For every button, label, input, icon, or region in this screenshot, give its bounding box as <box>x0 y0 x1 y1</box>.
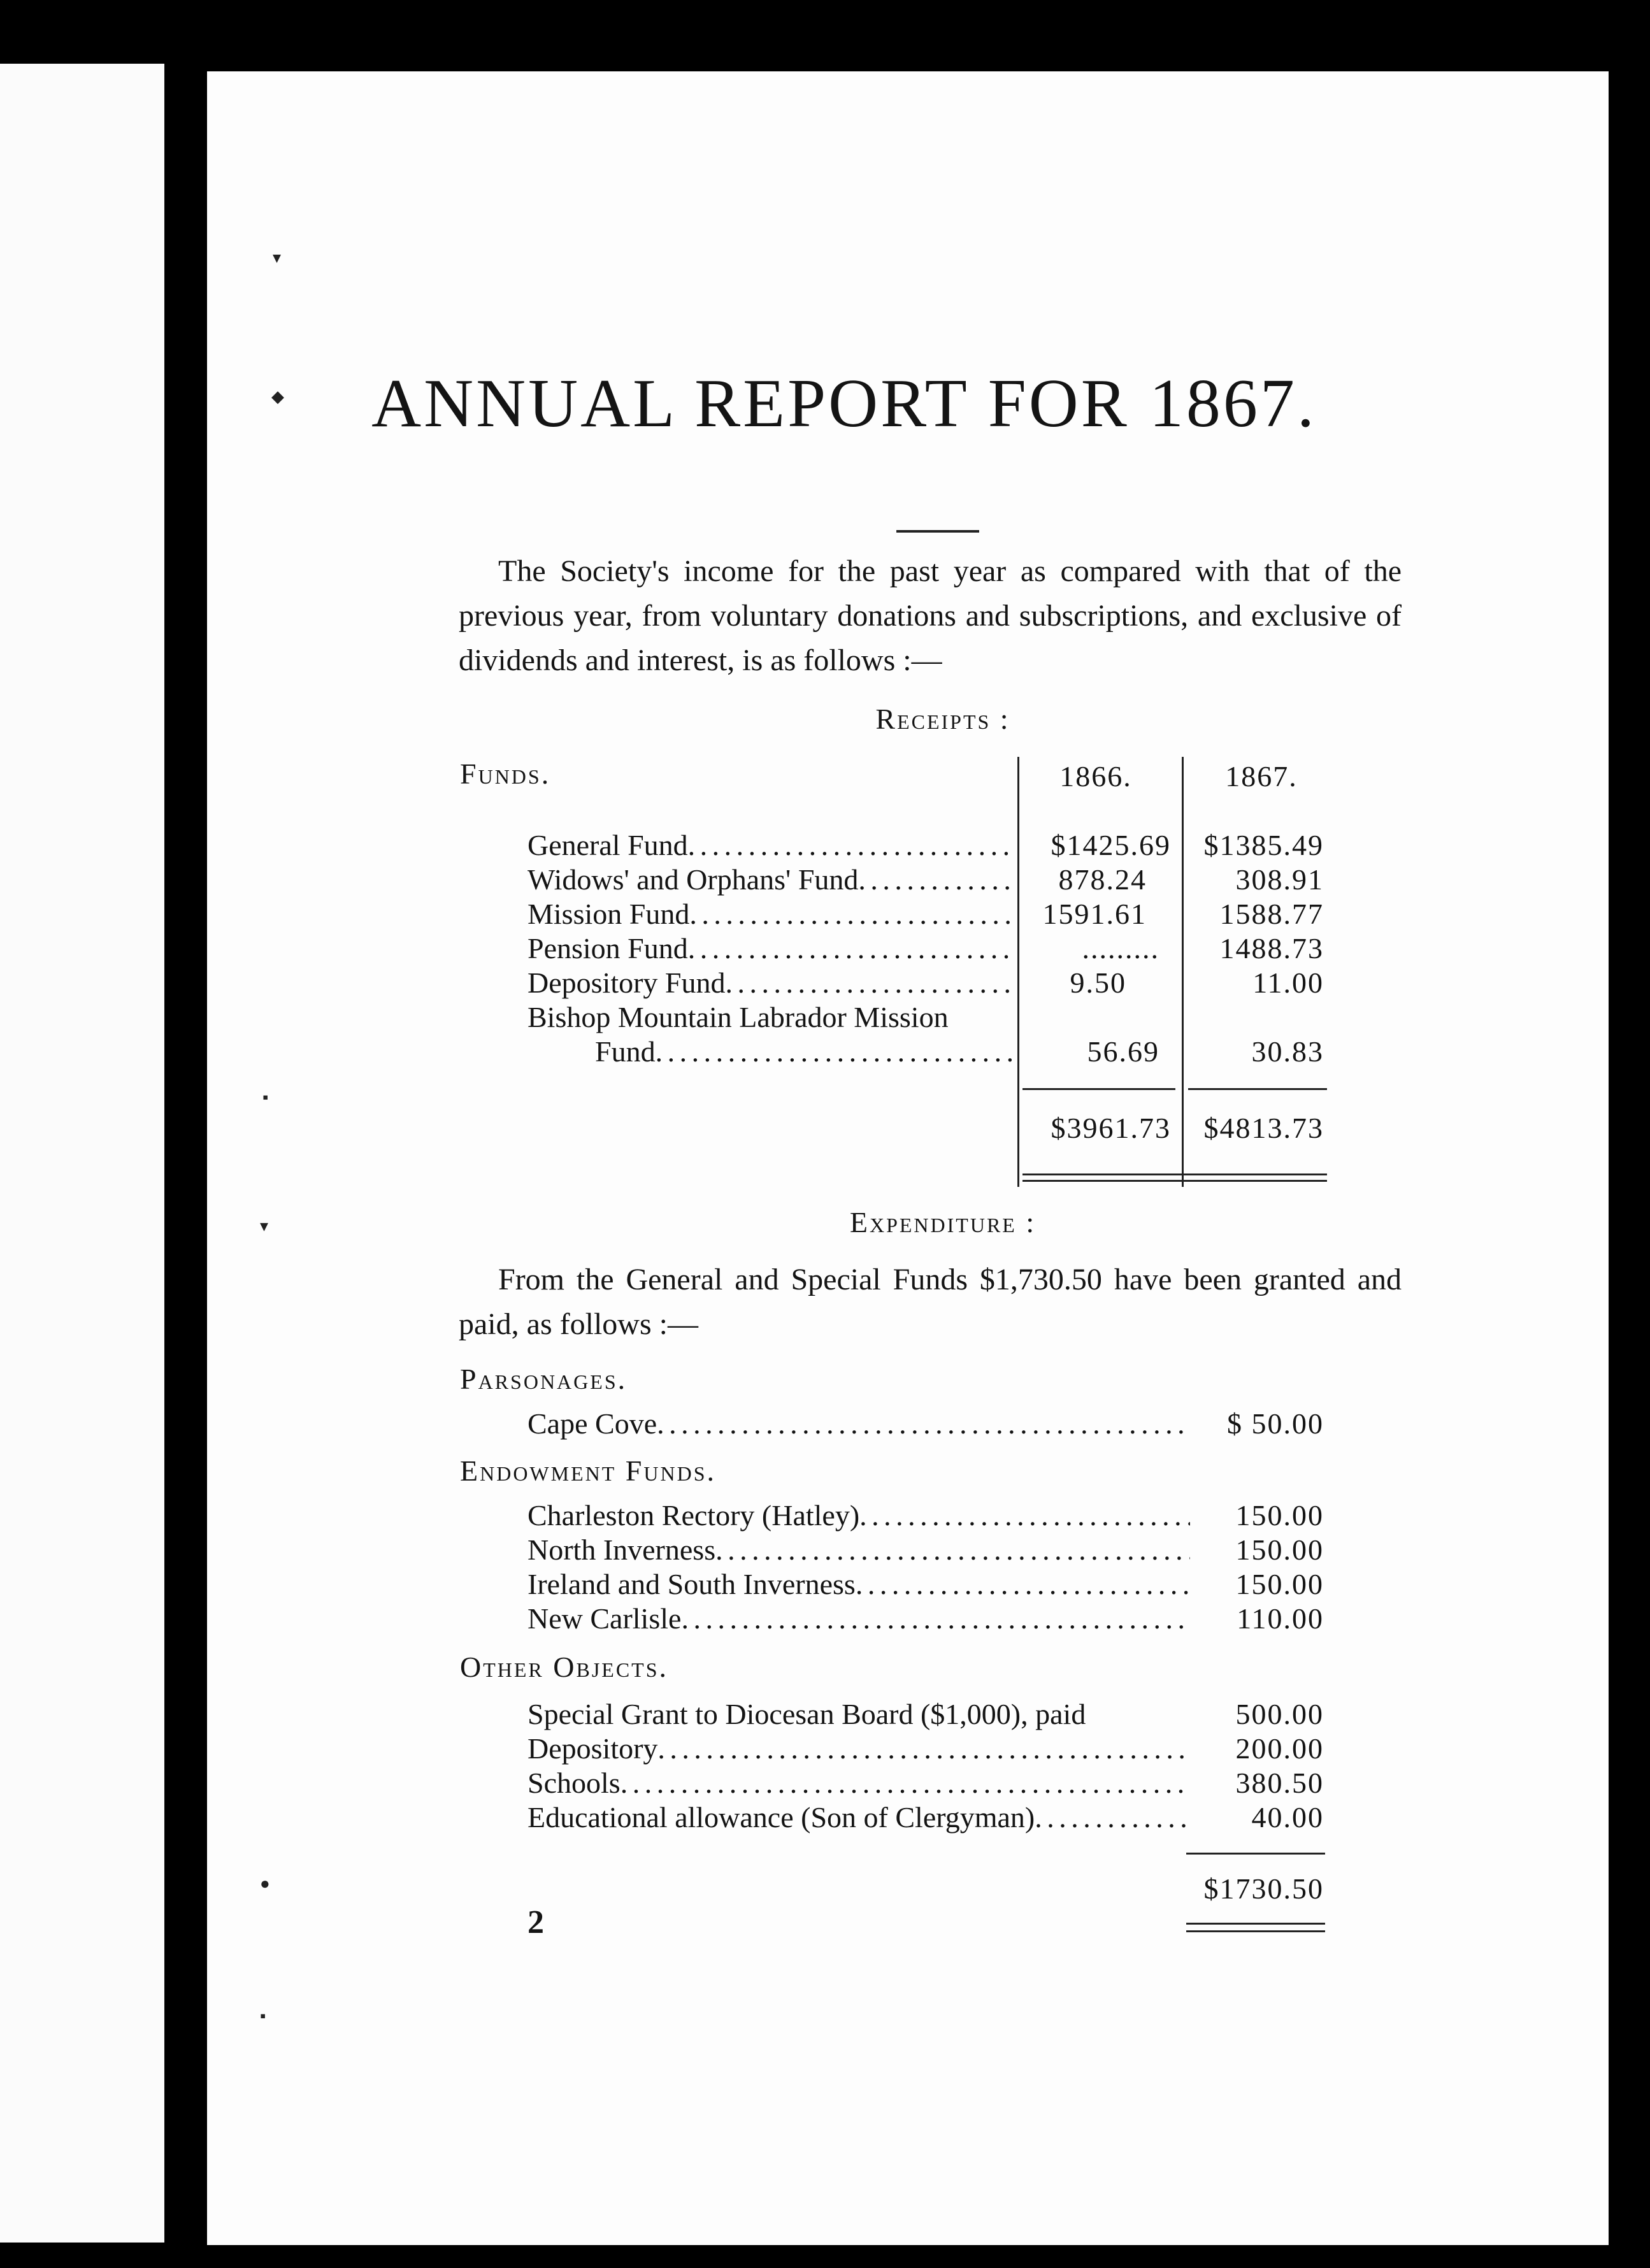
expenditure-label: Charleston Rectory (Hatley) <box>527 1499 860 1532</box>
receipt-value-1867: 30.83 <box>1251 1035 1324 1068</box>
binding-hole-mark: ● <box>260 1874 270 1893</box>
expenditure-intro <box>459 1258 1402 1347</box>
column-divider <box>1182 757 1184 1187</box>
expenditure-amount: $ 50.00 <box>1227 1407 1324 1440</box>
leader-dots <box>856 1567 1190 1601</box>
receipt-row-label <box>527 931 1013 965</box>
expenditure-label: Ireland and South Inverness <box>527 1568 856 1600</box>
section-heading-endowment: Endowment Funds. <box>460 1454 716 1487</box>
leader-dots <box>657 1407 1190 1440</box>
receipt-value-1867: 11.00 <box>1252 966 1324 999</box>
subtotal-rule <box>1188 1088 1327 1090</box>
expenditure-total: $1730.50 <box>1203 1872 1324 1905</box>
binding-hole-mark: ◆ <box>271 387 284 406</box>
receipt-row-label <box>527 828 1013 862</box>
expenditure-label: North Inverness <box>527 1533 716 1566</box>
receipt-value-1866: 9.50 <box>1070 966 1126 999</box>
receipt-label: Widows' and Orphans' Fund <box>527 863 859 896</box>
expenditure-label: Special Grant to Diocesan Board ($1,000), paid <box>527 1698 1086 1730</box>
expenditure-label: New Carlisle <box>527 1602 682 1635</box>
total-double-rule <box>1022 1180 1327 1182</box>
binding-hole-mark: ▪ <box>260 2007 266 2025</box>
expenditure-label: Depository <box>527 1732 658 1765</box>
receipt-value-1866: ......... <box>1082 932 1159 965</box>
receipts-total-1866: $3961.73 <box>1051 1112 1171 1144</box>
expenditure-item <box>527 1602 1190 1635</box>
page-number: 2 <box>527 1904 544 1941</box>
leader-dots <box>715 1533 1190 1567</box>
receipt-value-1866: $1425.69 <box>1051 829 1171 861</box>
receipt-value-1866: 56.69 <box>1087 1035 1159 1068</box>
expenditure-amount: 380.50 <box>1235 1767 1324 1799</box>
section-heading-parsonages: Parsonages. <box>460 1363 628 1395</box>
subtotal-rule <box>1186 1853 1325 1855</box>
expenditure-amount: 40.00 <box>1251 1801 1324 1834</box>
receipts-total-1867: $4813.73 <box>1203 1112 1324 1144</box>
intro-paragraph <box>459 549 1402 683</box>
receipt-row-label-continued <box>595 1035 1013 1068</box>
binding-hole-mark: ▾ <box>273 248 282 267</box>
expenditure-label: Educational allowance (Son of Clergyman) <box>527 1801 1035 1834</box>
funds-label: Funds. <box>460 757 551 790</box>
total-double-rule <box>1022 1173 1327 1175</box>
leader-dots <box>1035 1800 1190 1834</box>
leader-dots <box>688 828 1013 862</box>
leader-dots <box>681 1602 1190 1635</box>
receipt-row-label <box>527 863 1013 896</box>
leader-dots <box>726 966 1014 1000</box>
receipt-row-label <box>527 966 1013 1000</box>
expenditure-amount: 150.00 <box>1235 1568 1324 1600</box>
expenditure-label: Cape Cove <box>527 1407 657 1440</box>
leader-dots <box>689 897 1013 931</box>
receipt-label: General Fund <box>527 829 688 861</box>
expenditure-item <box>527 1732 1190 1765</box>
page-title: ANNUAL REPORT FOR 1867. <box>371 366 1317 441</box>
receipt-row-label <box>527 897 1013 931</box>
column-header-1866: 1866. <box>1059 760 1132 793</box>
receipt-value-1866: 1591.61 <box>1042 898 1147 930</box>
section-heading-other: Other Objects. <box>460 1651 669 1683</box>
binding-hole-mark: ▪ <box>262 1088 269 1107</box>
expenditure-amount: 150.00 <box>1235 1499 1324 1532</box>
leader-dots <box>656 1035 1013 1068</box>
subtotal-rule <box>1022 1088 1175 1090</box>
receipt-row-label <box>527 1000 1013 1034</box>
expenditure-item <box>527 1567 1190 1601</box>
expenditure-label: Schools <box>527 1767 621 1799</box>
expenditure-amount: 150.00 <box>1235 1533 1324 1566</box>
expenditure-amount: 200.00 <box>1235 1732 1324 1765</box>
receipt-label: Bishop Mountain Labrador Mission <box>527 1001 949 1033</box>
expenditure-item <box>527 1533 1190 1567</box>
expenditure-item <box>527 1800 1190 1834</box>
column-header-1867: 1867. <box>1225 760 1298 793</box>
intro-text: The Society's income for the past year as compared with that of the previous year, from voluntary donations and subscriptions, and exclusive of dividends and interest, is as follows :— <box>459 554 1402 677</box>
receipt-label: Mission Fund <box>527 898 690 930</box>
title-rule <box>896 530 979 533</box>
expenditure-item <box>527 1766 1190 1800</box>
receipt-value-1867: 308.91 <box>1235 863 1324 896</box>
binding-hole-mark: ▾ <box>260 1217 269 1235</box>
leader-dots <box>859 1498 1190 1532</box>
expenditure-amount: 500.00 <box>1235 1698 1324 1730</box>
expenditure-item <box>527 1407 1190 1440</box>
expenditure-item <box>527 1697 1190 1731</box>
receipt-label: Depository Fund <box>527 966 726 999</box>
receipt-label: Fund <box>595 1035 656 1068</box>
total-double-rule <box>1186 1923 1325 1925</box>
receipt-value-1867: $1385.49 <box>1203 829 1324 861</box>
leader-dots <box>688 931 1013 965</box>
receipt-value-1866: 878.24 <box>1058 863 1147 896</box>
expenditure-intro-text: From the General and Special Funds $1,730.50 have been granted and paid, as follows :— <box>459 1263 1402 1341</box>
leader-dots <box>621 1766 1190 1800</box>
total-double-rule <box>1186 1930 1325 1932</box>
adjacent-page-edge <box>0 64 164 2243</box>
leader-dots <box>657 1732 1190 1765</box>
expenditure-heading: Expenditure : <box>849 1206 1037 1238</box>
expenditure-amount: 110.00 <box>1237 1602 1324 1635</box>
receipt-value-1867: 1588.77 <box>1219 898 1324 930</box>
receipt-value-1867: 1488.73 <box>1219 932 1324 965</box>
leader-dots <box>858 863 1013 896</box>
receipt-label: Pension Fund <box>527 932 688 965</box>
receipts-heading: Receipts : <box>875 703 1010 735</box>
expenditure-item <box>527 1498 1190 1532</box>
